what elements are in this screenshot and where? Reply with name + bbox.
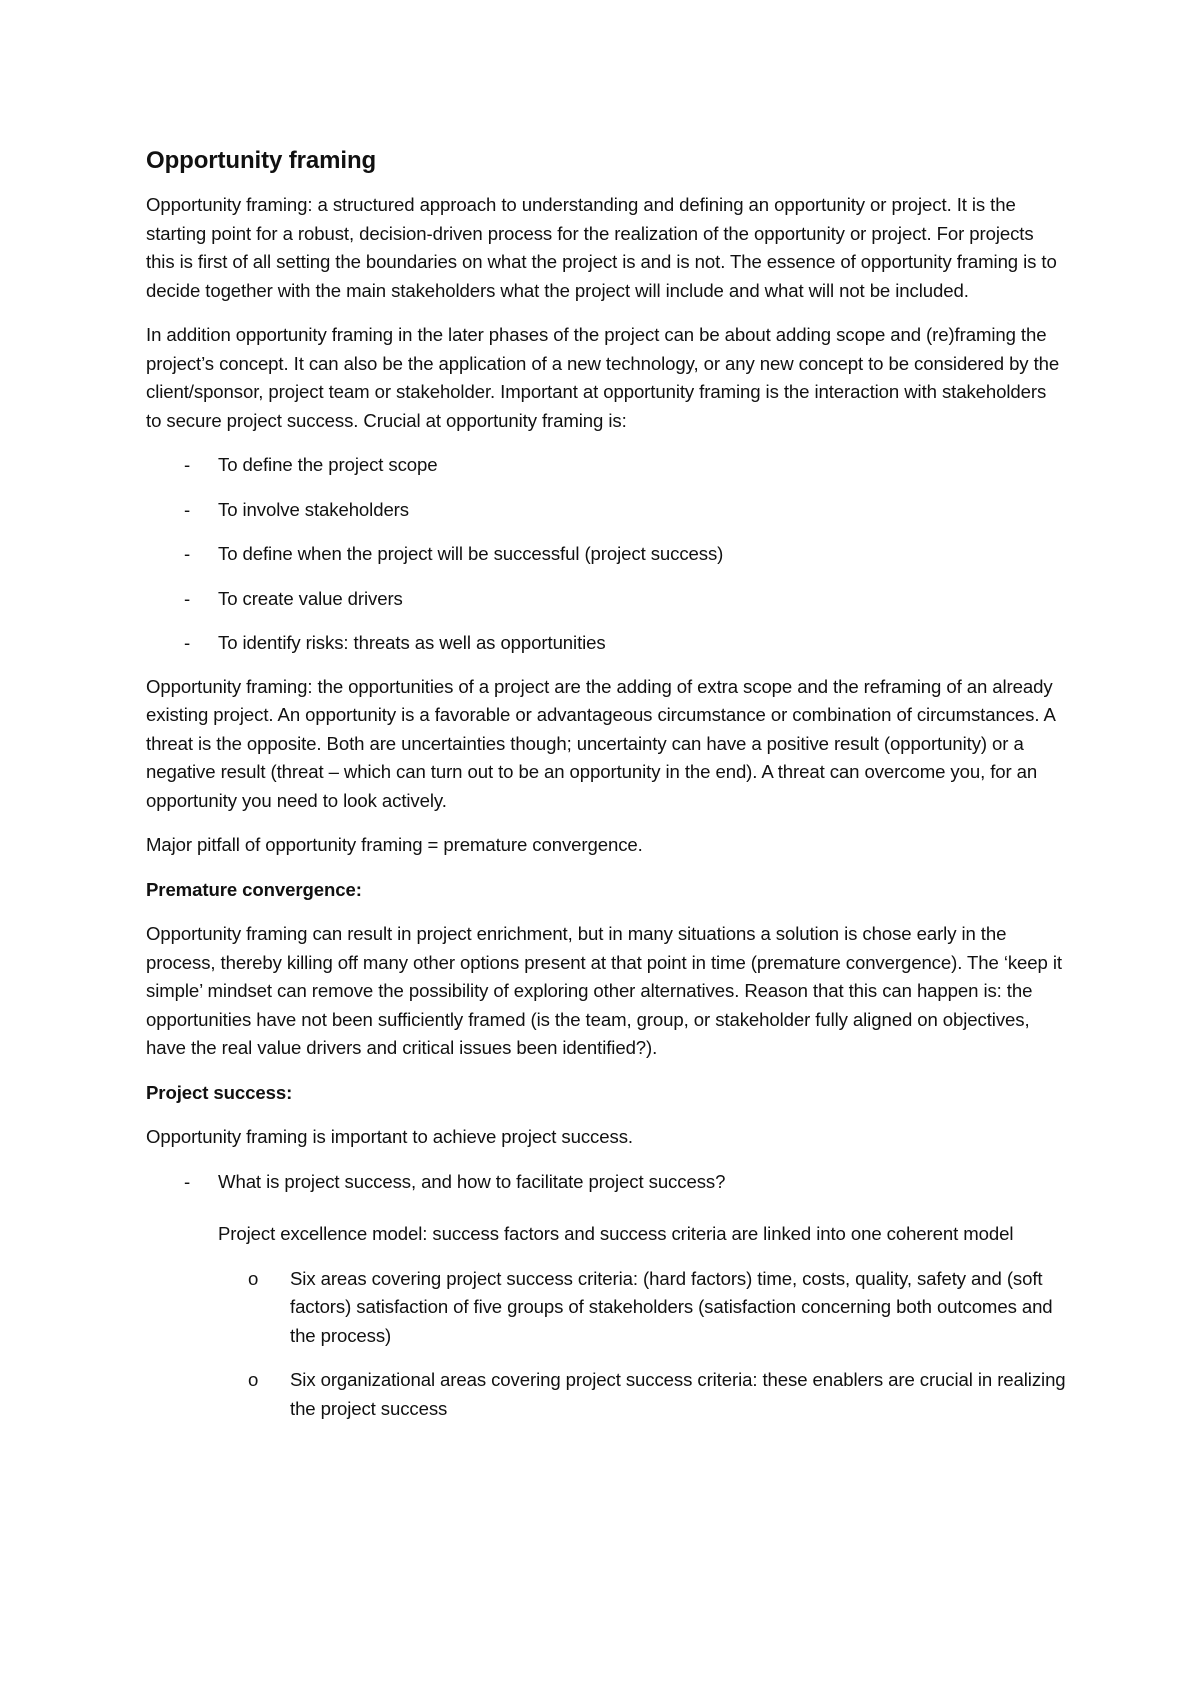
project-success-heading: Project success:: [146, 1081, 293, 1103]
success-question: What is project success, and how to facilitate project success?: [218, 1170, 726, 1192]
dash-marker: -: [184, 587, 191, 609]
list-item: [146, 496, 1066, 525]
sublist-item: [218, 1366, 1066, 1423]
sublist-item-text: Six organizational areas covering project success criteria: these enablers are crucial in realizing the project success: [290, 1369, 1066, 1419]
list-item-text: To define when the project will be successful (project success): [218, 543, 724, 564]
premature-convergence-paragraph: Opportunity framing can result in project enrichment, but in many situations a solution is chose early in the process, thereby killing off many other options present at that point in time (premature convergence). The ‘keep it simple’ mindset can remove the possibility of exploring other alternatives. Reason that this can happen is: the opportunities have not been sufficiently framed (is the team, group, or stakeholder fully aligned on objectives, have the real value drivers and critical issues been identified?).: [146, 923, 1062, 1058]
list-item: [146, 451, 1066, 480]
list-item-text: To define the project scope: [218, 454, 438, 475]
page-title: Opportunity framing: [146, 147, 377, 174]
sublist-item-text: Six areas covering project success criteria: (hard factors) time, costs, quality, safety and (soft factors) satisfaction of five groups of stakeholders (satisfaction concerning both outcomes and the process): [290, 1267, 1053, 1346]
list-item: [146, 1168, 1066, 1424]
premature-convergence-heading: Premature convergence:: [146, 878, 362, 900]
list-item: [146, 540, 1066, 569]
dash-marker: -: [184, 454, 191, 475]
dash-marker: -: [184, 1170, 191, 1192]
dash-marker: -: [184, 498, 191, 520]
dash-marker: -: [184, 632, 191, 653]
circle-marker: o: [248, 1369, 259, 1390]
document-page: [146, 146, 1066, 1439]
list-item: [146, 585, 1066, 614]
intro-paragraph: Opportunity framing: a structured approach to understanding and defining an opportunity or project. It is the starting point for a robust, decision-driven process for the realization of the opportunity or project. For projects this is first of all setting the boundaries on what the project is and is not. The essence of opportunity framing is to decide together with the main stakeholders what the project will include and what will not be included.: [146, 194, 1057, 301]
success-list: [146, 1168, 1066, 1424]
crucial-list: [146, 451, 1066, 658]
list-item-text: To identify risks: threats as well as opportunities: [218, 632, 606, 653]
list-item-text: To involve stakeholders: [218, 498, 409, 520]
sublist-item: [218, 1265, 1066, 1351]
list-item-text: To create value drivers: [218, 587, 403, 609]
circle-marker: o: [248, 1267, 259, 1289]
project-success-paragraph: Opportunity framing is important to achieve project success.: [146, 1126, 633, 1147]
dash-marker: -: [184, 543, 191, 564]
addition-paragraph: In addition opportunity framing in the later phases of the project can be about adding scope and (re)framing the project’s concept. It can also be the application of a new technology, or any new concept to be considered by the client/sponsor, project team or stakeholder. Important at opportunity framing is the interaction with stakeholders to secure project success. Crucial at opportunity framing is:: [146, 324, 1060, 431]
opportunities-paragraph: Opportunity framing: the opportunities of a project are the adding of extra scope and the reframing of an already existing project. An opportunity is a favorable or advantageous circumstance or combination of circumstances. A threat is the opposite. Both are uncertainties though; uncertainty can have a positive result (opportunity) or a negative result (threat – which can turn out to be an opportunity in the end). A threat can overcome you, for an opportunity you need to look actively.: [146, 675, 1055, 811]
list-item: [146, 629, 1066, 658]
pitfall-paragraph: Major pitfall of opportunity framing = premature convergence.: [146, 834, 643, 855]
success-sublist: [218, 1265, 1066, 1424]
excellence-model-text: Project excellence model: success factors and success criteria are linked into one coherent model: [218, 1223, 1014, 1244]
